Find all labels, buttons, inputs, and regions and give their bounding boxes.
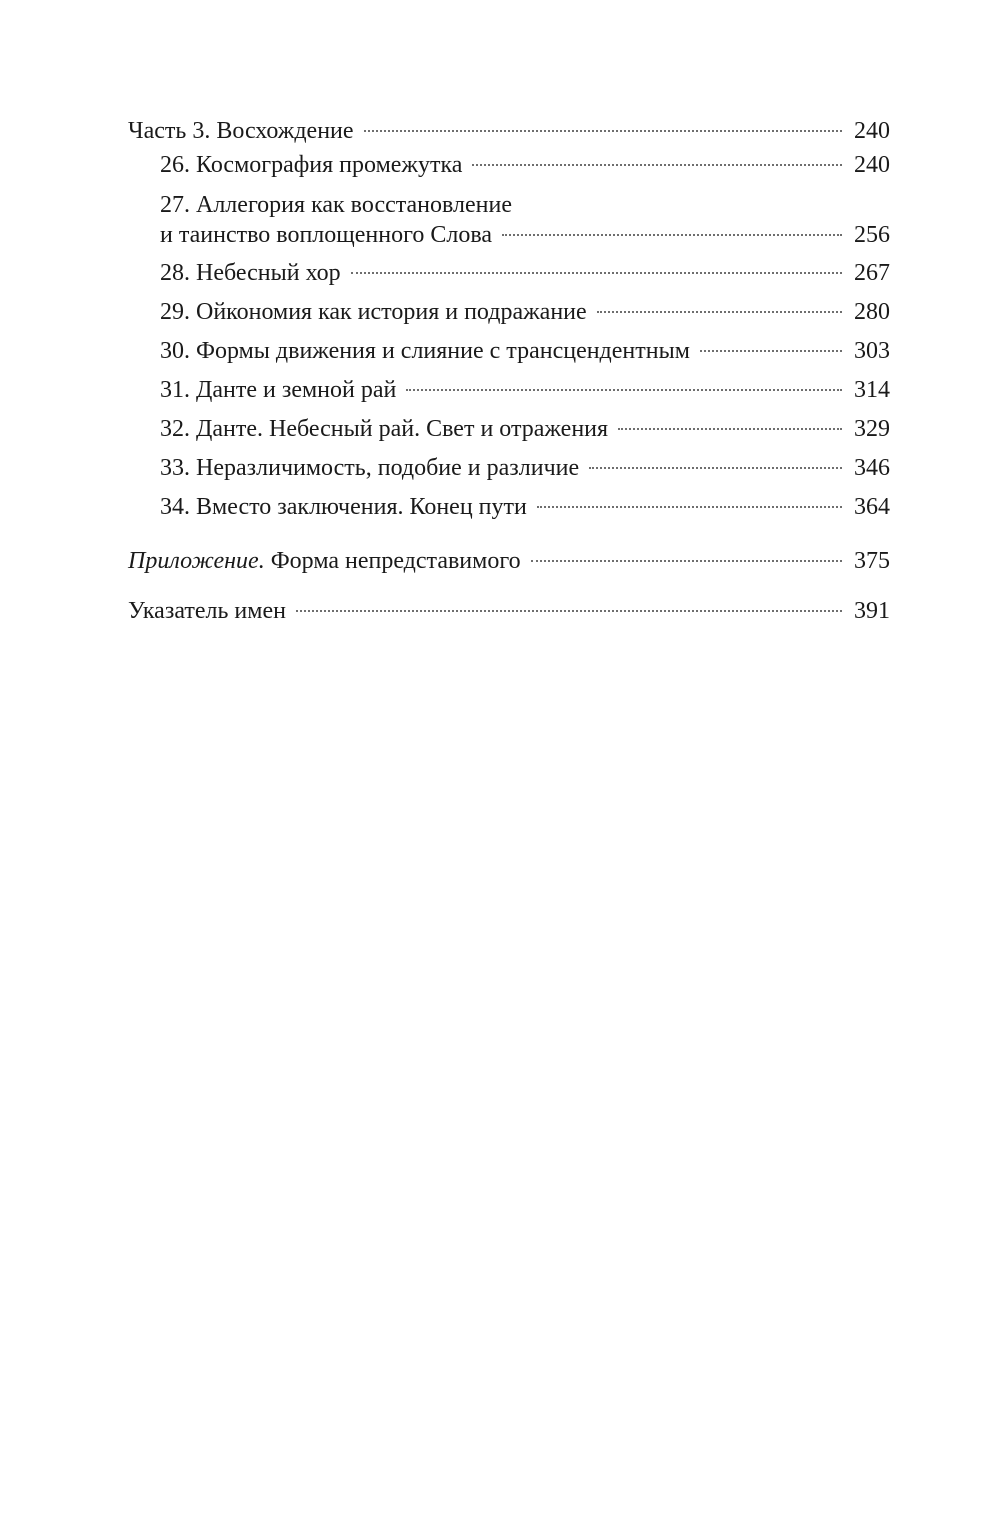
toc-entry-title <box>128 546 531 576</box>
table-of-contents <box>128 116 890 626</box>
toc-entry-title: 28. Небесный хор <box>160 258 351 288</box>
toc-entry-chapter-26 <box>128 150 890 180</box>
toc-entry-chapter-29 <box>128 297 890 327</box>
dot-leader <box>472 164 842 166</box>
appendix-label-italic: Приложение. <box>128 548 265 574</box>
toc-page-number: 267 <box>854 260 890 286</box>
toc-entry-title-line-2: и таинство воплощенного Слова <box>160 220 502 250</box>
toc-entry-chapter-33 <box>128 453 890 483</box>
toc-page-number: 240 <box>854 152 890 178</box>
toc-page-number: 256 <box>854 222 890 248</box>
toc-entry-title-line-1: 27. Аллегория как восстановление <box>160 192 513 218</box>
dot-leader <box>597 311 842 313</box>
dot-leader <box>589 467 842 469</box>
toc-entry-chapter-27 <box>128 190 890 250</box>
toc-entry-title: Указатель имен <box>128 596 296 626</box>
toc-entry-title: 34. Вместо заключения. Конец пути <box>160 492 537 522</box>
toc-page-number: 280 <box>854 299 890 325</box>
toc-entry-title: 26. Космография промежутка <box>160 150 472 180</box>
toc-page-number: 346 <box>854 455 890 481</box>
toc-entry-part-3 <box>128 116 890 146</box>
dot-leader <box>406 389 842 391</box>
toc-page-number: 314 <box>854 377 890 403</box>
toc-entry-chapter-32 <box>128 414 890 444</box>
dot-leader <box>296 610 842 612</box>
toc-entry-title: 32. Данте. Небесный рай. Свет и отражения <box>160 414 618 444</box>
toc-entry-title: 31. Данте и земной рай <box>160 375 406 405</box>
dot-leader <box>618 428 842 430</box>
toc-entry-appendix <box>128 546 890 576</box>
toc-page-number: 364 <box>854 494 890 520</box>
dot-leader <box>502 234 842 236</box>
toc-page-number: 329 <box>854 416 890 442</box>
toc-page-number: 391 <box>854 598 890 624</box>
toc-page-number: 303 <box>854 338 890 364</box>
toc-entry-chapter-28 <box>128 258 890 288</box>
dot-leader <box>531 560 842 562</box>
toc-entry-index <box>128 596 890 626</box>
dot-leader <box>351 272 842 274</box>
toc-entry-title: 33. Неразличимость, подобие и различие <box>160 453 589 483</box>
toc-entry-chapter-34 <box>128 492 890 522</box>
toc-entry-chapter-30 <box>128 336 890 366</box>
dot-leader <box>364 130 842 132</box>
toc-entry-chapter-31 <box>128 375 890 405</box>
toc-entry-title: 29. Ойкономия как история и подражание <box>160 297 597 327</box>
toc-entry-title: Часть 3. Восхождение <box>128 116 364 146</box>
dot-leader <box>537 506 842 508</box>
toc-entry-title: 30. Формы движения и слияние с трансцендентным <box>160 336 700 366</box>
toc-page-number: 240 <box>854 118 890 144</box>
dot-leader <box>700 350 842 352</box>
appendix-label-rest: Форма непредставимого <box>264 548 521 574</box>
toc-page-number: 375 <box>854 548 890 574</box>
